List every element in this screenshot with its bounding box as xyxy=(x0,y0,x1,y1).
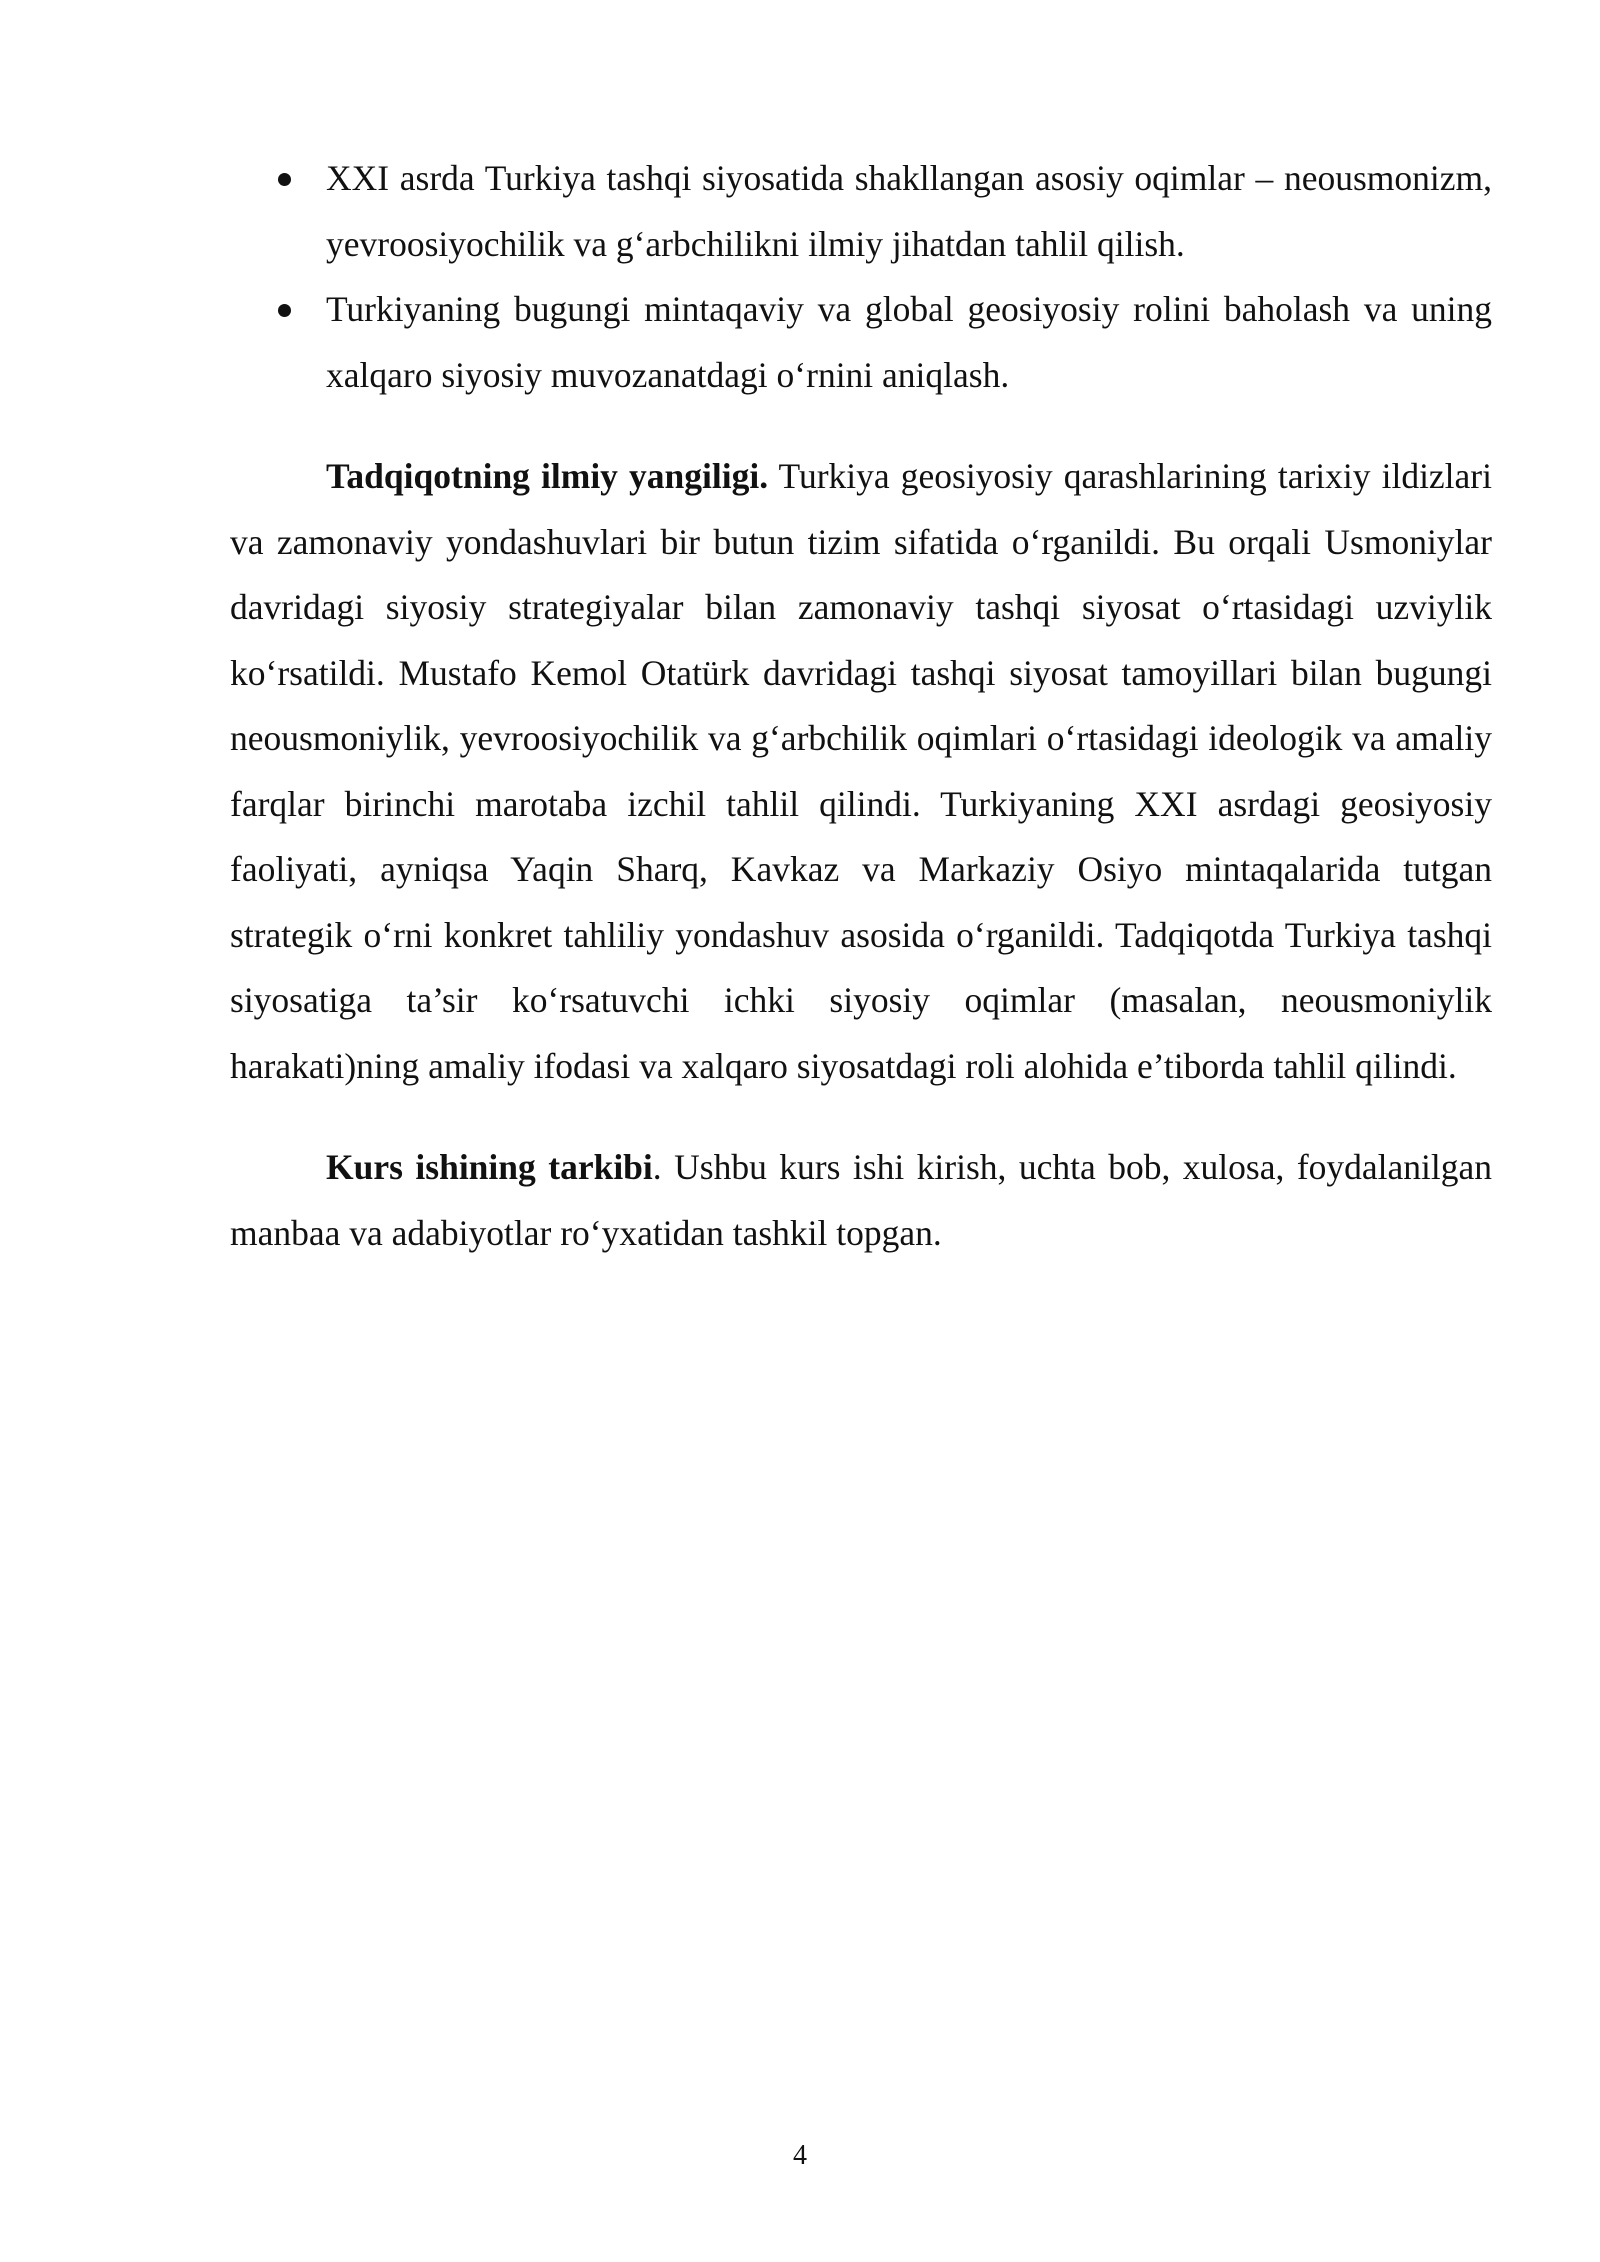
paragraph-heading: Tadqiqotning ilmiy yangiligi. xyxy=(326,456,769,496)
bullet-icon xyxy=(278,304,291,317)
page-number: 4 xyxy=(793,2140,807,2171)
bullet-icon xyxy=(278,173,291,186)
list-item-text: Turkiyaning bugungi mintaqaviy va global geosiyosiy rolini baholash va uning xalqaro siyosiy muvozanatdagi o‘rnini aniqlash. xyxy=(326,289,1492,395)
scientific-novelty-paragraph xyxy=(230,444,1492,1099)
objectives-list xyxy=(230,146,1492,408)
list-item xyxy=(230,146,1492,277)
structure-paragraph xyxy=(230,1135,1492,1266)
paragraph-body: . Ushbu kurs ishi kirish, uchta bob, xulosa, foydalanilgan manbaa va adabiyotlar ro‘yxatidan tashkil topgan. xyxy=(230,1147,1492,1253)
list-item xyxy=(230,277,1492,408)
paragraph-body: Turkiya geosiyosiy qarashlarining tarixiy ildizlari va zamonaviy yondashuvlari bir butun tizim sifatida o‘rganildi. Bu orqali Usmoniylar davridagi siyosiy strategiyalar bilan zamonaviy tashqi siyosat o‘rtasidagi uzviylik ko‘rsatildi. Mustafo Kemol Otatürk davridagi tashqi siyosat tamoyillari bilan bugungi neousmoniylik, yevroosiyochilik va g‘arbchilik oqimlari o‘rtasidagi ideologik va amaliy farqlar birinchi marotaba izchil tahlil qilindi. Turkiyaning XXI asrdagi geosiyosiy faoliyati, ayniqsa Yaqin Sharq, Kavkaz va Markaziy Osiyo mintaqalarida tutgan strategik o‘rni konkret tahliliy yondashuv asosida o‘rganildi. Tadqiqotda Turkiya tashqi siyosatiga ta’sir ko‘rsatuvchi ichki siyosiy oqimlar (masalan, neousmoniylik harakati)ning amaliy ifodasi va xalqaro siyosatdagi roli alohida e’tiborda tahlil qilindi. xyxy=(230,456,1492,1086)
paragraph-heading: Kurs ishining tarkibi xyxy=(326,1147,653,1187)
page-content xyxy=(230,146,1492,1266)
list-item-text: XXI asrda Turkiya tashqi siyosatida shakllangan asosiy oqimlar – neousmonizm, yevroosiyochilik va g‘arbchilikni ilmiy jihatdan tahlil qilish. xyxy=(326,158,1492,264)
